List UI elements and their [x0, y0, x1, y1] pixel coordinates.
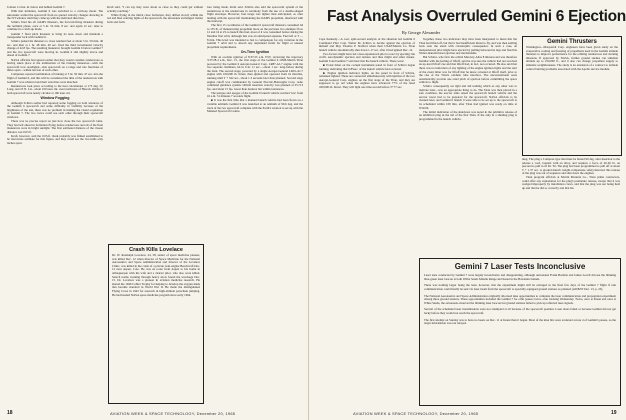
left-col1-after-paragraph: There was no precise report on just how close the two spacecraft came. They had left ahead in formation flying before rendezvous and all of the final maneuvers were in bright sunlight. The first estimated distance of the closest distance was 0.03 ft.: [7, 119, 103, 134]
byline: By George Alexander: [401, 30, 441, 35]
left-column-3: [207, 6, 303, 410]
left-col3-after-paragraph: ■ It was the first time that a manned launch vehicle had been flown on a variable azimuth. Gemini 6 was launched at an azimuth of 90.6 deg. and the track of the two spacecraft complete with the Earth's rotation to set up with the Manned Spacecraft Centre.: [207, 98, 303, 114]
laser-box-paragraph: The first attempt on Sunday was to have no lasers on Dec. 11 at Kauai then it began. Most of the nine bits were scattered across 4 of Gemini's passes, so the target information was not relayed.: [424, 317, 616, 326]
right-page-footer: AVIATION WEEK & SPACE TECHNOLOGY, December 20, 1965: [353, 411, 479, 416]
laser-box-paragraph: The National Aeronautics and Space Administration originally allocated nine opportunities to complete the laser communication and propagation experiment among three ground stations. These opportunities included the Gemini 7 for orbit passes; twice, onto tracking Wednesday. Twice, once at Kauai and once at White Sands, the astronauts observed the blinking laser beacon but ground stations failed to pick up reflected laser signals.: [424, 293, 616, 305]
right-column-1: [319, 38, 415, 404]
left-col1-after-paragraphs: [7, 102, 103, 146]
laser-box-paragraph: Several of the scheduled laser transmissions were not attempted at all because of the spacecraft position. Laser shots failed or because Gemini did not get lucky before they would not reach the spacecraft.: [424, 307, 616, 315]
left-column-2: [107, 6, 203, 246]
right-col3-paragraphs: [522, 158, 620, 191]
right-body-paragraph: Schirra consequently sat tight and did nothing which as any other was to indicate later—was an appropriate thing to do. The Titan was then placed in a safe condition, the erector arms raised the spacecraft launch vehicle and the erector tower had to be prepared for the spacecraft. NASA officials to be cleaned later, and Gemini 6 launch it were able to be set up to the spacecraft at its scheduled within 100 min. after Titan had ignited was ready on time at 9:54:06.: [419, 84, 517, 110]
crash-box-title: Crash Kills Lovelace: [129, 247, 183, 253]
left-col1-after-paragraph: Kraft, however, said the 0.03-ft. mark probably was firmed established to be inaccurate estimate for that figure, and they could see the two hulls only inches apart.: [7, 133, 103, 146]
left-col2-paragraphs: [107, 6, 203, 24]
right-body-paragraph: Two factors might have led a less experienced pilot to react by ejecting: the craft's aerodynamic ejection and retirees and thus might end other means. Gemini 6 and Gemini 7 said later that the launch vehicle. These were:: [319, 51, 415, 63]
left-col2-paragraph: Kraft said, "I can say they were about as close as they could get without actually touching.": [107, 6, 203, 13]
right-body-paragraph: The initial indication of the shutdown was noted in the primitive release of an umbilical plug in the tail of the first Titan. If the only in a shutting plug is programmed in the launch vehicle.: [419, 109, 517, 121]
left-col1-paragraph: Gemini 7 fired pitch thrusters to bring its nose down and maintain a transponder lock with Gemini 6.: [7, 31, 103, 40]
laser-box-paragraph: Laser tests conducted by Gemini 7 were largely inconclusive and disappointing, although Astronauts Frank Borman and James Lovell did see the blinking blue-green laser beacon at both White Sands Missile Range and Kauai in the Hawaiian Islands.: [424, 273, 616, 281]
right-body-paragraph: ■ Event timer on the cockpit instrument panel in front of Schirra began running, indicating that 0.85sec. of the launch vehicle had occurred.: [319, 63, 415, 71]
crash-box-text: Dr. W. Randolph Lovelace, 2d, 58, senior of space medicine pioneer, was killed Dec. 12 when director of Space Medicine for the National Aeronautics and Space Administration and director of the Lovelace Clinic, was killed in the crash of a private twin-engine Beechcraft Dec. 12 near Aspen, Colo. He was en route from Aspen to his home in Albuquerque with his wife and a charter pilot, who also were killed. Search teams working through heavy snow found the wreckage Dec. 15. Dr. Lovelace was a pioneer in aviation medicine research. He shared the 1940 Collier Trophy for helping to develop the oxygen mask that became standard in World War II. He made the distinguished Flying Cross in 1943 for research in high-altitude parachute jumping. He had headed NASA space medicine program since early 1964.: [112, 253, 200, 297]
right-col1-paragraphs: [319, 38, 415, 89]
left-page-number: 18: [7, 410, 13, 416]
right-body-paragraph: Together, these two indicators may have been interpreted to mean that the Titan had lifted off, but that it had insufficient thrust to fly, and was then settling back onto the stand with catastrophic consequence. In such a case, an inexperienced pilot might have ejected by pulling between his legs and fired his Weber-manufactured ejection seat mechanisms.: [419, 38, 517, 56]
left-col3-paragraph: The first 15 coordinates of the Gemini 6 spacecraft thrusters consumed 64 to 135 lb. of maneuvering propellant more on the previous two attempts: flow 12 and 16 at 25-to launch this fuel, most of it was consumed before during the flareline first orbit, although this was an anticipated expense. Fuel left at T — 8 min. This level was intended to last to compensate for any variation in the Gemini 7 orbit and to absorb any unplanned fields for flight or unused propellant requirements.: [207, 23, 303, 49]
left-col3-subheading: On-Time Ignition: [240, 50, 270, 55]
right-body-paragraph: ■ Engine ignition indicator lights, on the panel in front of Schirra, remained lighted. These are connected simultaneously with ignition of the two Aerojet-General Corp. engines on the first stage of the Titan, and they are supposed to go out when the engines have advanced 77% of the rated 430,000-lb. thrust. They will light one time second before T+77 sec.: [319, 70, 415, 89]
left-col1-after-paragraph: Although Schirra earlier had reported some fogging on both windows of the Gemini 6 spacecraft and some difficulty in visibility because of the brightness of the sun, there was no problem in making the visual acquisition of Gemini 7. The two crews could see each other through their spacecraft windows.: [7, 100, 103, 120]
left-col1-paragraph: Rendezvous took place according to the best calculations at 175 deg. W. Long. and 25 N. Lat., about 100 naut. mi. west northwest of Hawaii. Orbits of both spacecraft were nearly circular at 160 naut. mi.: [7, 83, 103, 95]
left-col1-paragraph: Schirra fired his aft OAMS thrusters, the forward-firing thrusters during the terminal phase, once at 5 hr. 52 min. 8 sec. and again 12 sec. later to continue in a catch-up mode.: [7, 20, 103, 32]
right-col3-paragraph: Titan program officials at Martin Marietta Co., Titan prime contractors, could offer any explanation for the plug's premature release, except that it was wedged improperly by installation crews, and that the plug was not being held up and that he did so correctly and that his: [522, 175, 620, 190]
left-col3-after-paragraph: With an on-time ignition of 8:37:23 a.m. EST, reviewing the trajectory 3:37:28.4 a.m., Dec. 15, the first stage of the Gemini 6 OSM-Martin Titan powered by the Gemini 6 Aerojet-General Corp. LR87-AJ-7 engine with the two separate chambers, hit in 6 m. 11 sec.—about 1 sec. long-before during the burn. The second stage, powered by a single Aerojet-General LR91-AJ-7 engine with 100,000 lb. thrust, then ignited and operated from its throttles, running until T + 342 sec., about 1.3 seconds later than planned. Second stage engine cutoff was commanded by General Electric-Burroughs Corp. radio command guidance system. Orbital insertion velocity was planned at 25,713 fps. and about 15 fps. lower than desired, but within tolerances.: [207, 54, 303, 91]
headline: Fast Analysis Overruled Gemini 6 Ejection: [327, 8, 626, 25]
left-col1-paragraph: With that initiation, Gemini 6 was switched to a catch-up mode. The astronauts walled the spacecraft from no quoted velocity changes showing in the IVI window until they came up with the indicated direction.: [7, 9, 103, 21]
right-body-paragraph: But Schirra, who flew the orbital Mercury-Atlas 8 mission and was therefore familiar with the feeling of liftoff, said he was sure the vehicle had not received an up-level liftoff cue and that liftoff had, in fact, not occurred. He also said that there was no indication of any lighting of the engine ignition lights and the start of the event timer was for liftoff that he knew actuated at liftoff itself, prior to the rise of the Titan's oxidizer tube interface. The unconventional seats automatically provide one rated pitch of ejection before committing the space vehicle to flight.: [419, 55, 517, 85]
right-column-2: [419, 38, 517, 256]
right-body-paragraph: Cape Kennedy—A cool, split-second analysis of the situation led Gemini 6 Command Pilot Capt. Walter M. Schirra to decide against the ejection of himself and Maj. Thomas P. Stafford when their USAF/Martin Co. Titan launch vehicle automatically shut down 1.17 sec. after it had ignited Dec. 12.: [319, 38, 415, 52]
left-col1-paragraph: Schirra pulsed his thrusters to close residual fuel at about 5 hr. 59 min. 40 sec. and then at 1 hr. 48 min. 40 sec. fired the third incremental velocity change of 42.8 fps. The resulting maneuver brought Gemini 6 below Gemini 7 and the two spacecraft were moving in, Gemini 6 slid slightly above and ahead of Gemini 7.: [7, 39, 103, 58]
left-col1-paragraphs: [7, 6, 103, 95]
left-col1-subheading: Window Fogging: [40, 96, 70, 101]
right-page: [313, 0, 626, 420]
right-col2-paragraphs: [419, 38, 517, 121]
left-col1-paragraph: Computers reported termination of braking at 5 hr. 50 min. 47 sec. into the flight of Gemini 6, and this will be considered the time of the rendezvous with Gemini 7 was achieved and their velocities were matched.: [7, 72, 103, 84]
left-col3-after-paragraph: The perigee and apogee of the Gemini 6 launch vehicle reached 'low' from 16 a.m. 31 minutes 7 seconds flight.: [207, 90, 303, 99]
left-col1-paragraph: NASA officials had agreed earlier that they would consider rendezvous as having taken place at the termination of the braking maneuver—with the spacecraft now nondigital—that spacecraft on a range and rate functions of miles apart—within ten feet of each other.: [7, 57, 103, 73]
left-column-1: [7, 6, 103, 410]
laser-tests-box: [419, 258, 621, 406]
left-col2-paragraph: While flying in the initial close formation, they drifted slowly within the red and blue warning lights of the spacecraft, the astronauts exchanged chatter back and forth.: [107, 12, 203, 24]
crash-kills-lovelace-box: [108, 244, 204, 404]
right-column-3: [522, 158, 620, 256]
left-col3-after-paragraphs: [207, 56, 303, 114]
laser-box-paragraphs: [420, 274, 620, 326]
laser-box-paragraph: There was nothing larger being the tests, however, that the experiment might still be salvaged in the final few days of the Gemini 7 flight if rain communication could finally be sent via laser beam from the spacecraft to specially equipped ground stations as planned (AW&ST Dec. 13, p. 23).: [424, 283, 616, 291]
right-page-number: 19: [611, 410, 617, 416]
left-col3-paragraphs: [207, 6, 303, 49]
laser-box-title: Gemini 7 Laser Tests Inconclusive: [454, 262, 586, 271]
left-page: [0, 0, 309, 420]
thrusters-box-title: Gemini Thrusters: [547, 39, 597, 45]
left-col3-paragraph: fore being made, Kraft said. Schirra also said the spacecraft system of the rendezvous at the rendezvous in ceremony from the use of a double-shaped flight envelope. However, fuel usage was lighter than anticipated, so after landing with the spacecraft maintaining the OAMS propellant, interfered with the intercept.: [207, 6, 303, 24]
left-col1-paragraph: 6 about 11 mot. m. below and behind Gemini 7.: [7, 6, 66, 9]
thrusters-box-text: Washington—Marquardt Corp. engineers have been given study on the evaporative cooling and freezing of propellants used in the Gemini attitude thrusters to improve performance for the orbiting rendezvous and docking missions. If approved by NASA, further ground studies can simulate altitude up to 250,000 ft., and it also can change propellant supply to simulate weightlessness. The study is an extension of a contract to attitude control burning problems associated with the Apollo service module.: [526, 45, 618, 71]
gemini-thrusters-box: [522, 36, 622, 156]
left-page-footer: AVIATION WEEK & SPACE TECHNOLOGY, December 20, 1965: [110, 411, 236, 416]
right-col3-paragraph: ning. The plug a Compose type that must be buried 90 deg. after insertion to the release a cord, bonded with an alloy, and requires a force of 40-65 lb. on (second to pull it off Rt. Tit. The plug had been programmed to pull off at about T + 1.37 sec. A ground-launch weight-compensate safety/detected this release of the plug was out of sequence and shut down the engines.: [522, 158, 620, 176]
